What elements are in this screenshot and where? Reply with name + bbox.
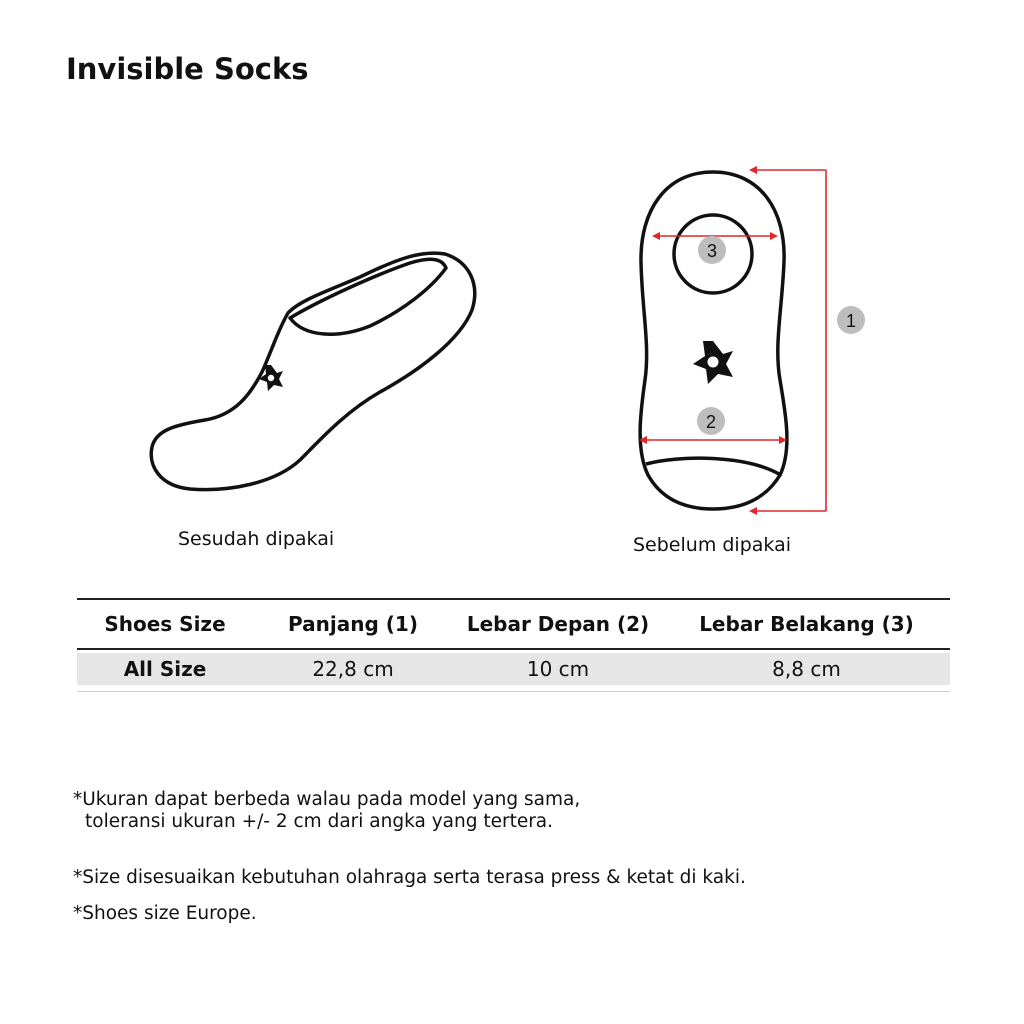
sock-top-view: [640, 172, 787, 509]
marker-2-label: 2: [705, 412, 717, 432]
marker-3-label: 3: [706, 241, 718, 261]
notes: [73, 767, 973, 939]
note-tolerance-line2: toleransi ukuran +/- 2 cm dari angka yang tertera.: [85, 811, 554, 832]
note-tolerance-line1: *Ukuran dapat berbeda walau pada model yang sama,: [73, 789, 581, 810]
brand-logo-icon: [693, 341, 733, 384]
caption-after-worn: Sesudah dipakai: [178, 528, 335, 550]
table-rule-bottom: [77, 691, 950, 692]
size-table: [77, 598, 950, 692]
header-lebar-belakang: Lebar Belakang (3): [699, 612, 914, 636]
note-tolerance: [73, 767, 973, 855]
sock-toe-seam: [646, 458, 779, 474]
table-rule-mid: [77, 648, 950, 650]
marker-1: [837, 306, 865, 334]
cell-lebar-belakang: 8,8 cm: [772, 657, 841, 681]
caption-before-worn: Sebelum dipakai: [633, 534, 792, 556]
header-lebar-depan: Lebar Depan (2): [466, 612, 650, 636]
note-europe-size: *Shoes size Europe.: [73, 903, 257, 924]
table-row: [77, 653, 950, 685]
note-fit: *Size disesuaikan kebutuhan olahraga serta terasa press & ketat di kaki.: [73, 867, 746, 888]
header-panjang: Panjang (1): [288, 612, 418, 636]
marker-2: [697, 407, 725, 435]
marker-1-label: 1: [845, 311, 857, 331]
marker-3: [698, 236, 726, 264]
cell-lebar-depan: 10 cm: [526, 657, 590, 681]
cell-panjang: 22,8 cm: [312, 657, 394, 681]
cell-shoes-size: All Size: [123, 657, 207, 681]
header-shoes-size: Shoes Size: [104, 612, 226, 636]
table-header-row: [77, 600, 950, 648]
page-title: Invisible Socks: [66, 52, 309, 86]
sock-side-view: [151, 253, 474, 489]
